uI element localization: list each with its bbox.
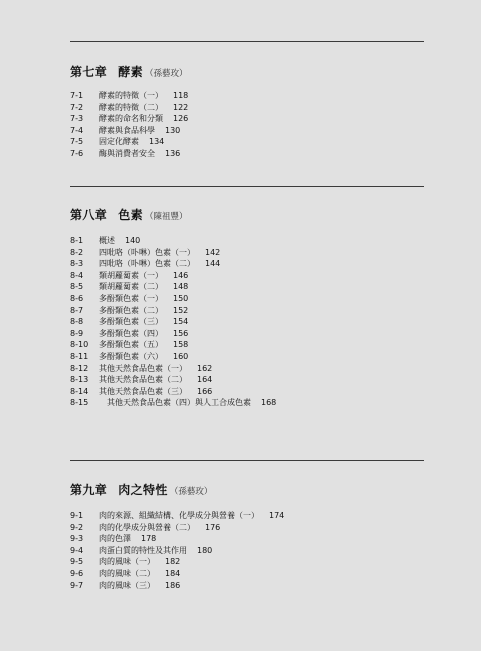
entry-number: 9-6 [70, 568, 84, 578]
entry-number: 7-4 [70, 125, 84, 135]
entry-title: 肉的化學成分與營養（二） [99, 522, 195, 532]
entry-page: 178 [141, 534, 157, 544]
entry-page: 158 [173, 340, 189, 350]
entry-title: 肉蛋白質的特性及其作用 [99, 545, 187, 555]
chapter-name: 酵素 [118, 65, 144, 79]
entry-number: 8-10 [70, 340, 89, 350]
entry-number: 7-3 [70, 114, 84, 124]
entry-number: 8-8 [70, 317, 84, 327]
entry-number: 7-2 [70, 102, 84, 112]
entry-title: 概述 [99, 236, 115, 245]
chapter-8 [70, 206, 424, 409]
toc-entry[interactable] [70, 235, 424, 247]
toc-entry[interactable] [70, 113, 424, 125]
entry-title: 其他天然食品色素（一） [99, 363, 187, 373]
chapter-name: 色素 [118, 208, 144, 222]
chapter-entries [70, 510, 424, 591]
toc-entry[interactable] [70, 339, 424, 351]
toc-entry[interactable] [70, 580, 424, 592]
entry-page: 148 [173, 282, 189, 292]
section-divider [70, 460, 424, 461]
entry-page: 144 [205, 259, 221, 269]
chapter-name: 肉之特性 [118, 483, 168, 497]
chapter-author: （陳祖豐） [145, 212, 188, 222]
toc-entry[interactable] [70, 258, 424, 270]
toc-entry[interactable] [70, 556, 424, 568]
entry-number: 9-7 [70, 580, 84, 590]
entry-number: 8-15 [70, 398, 89, 408]
toc-entry[interactable] [70, 316, 424, 328]
entry-page: 122 [173, 102, 189, 112]
entry-title: 多酚類色素（一） [99, 293, 163, 303]
entry-page: 126 [173, 114, 189, 124]
toc-entry[interactable] [70, 568, 424, 580]
toc-entry[interactable] [70, 102, 424, 114]
entry-number: 8-13 [70, 375, 89, 385]
entry-title: 其他天然食品色素（三） [99, 386, 187, 396]
entry-title: 類胡蘿蔔素（二） [99, 282, 163, 292]
entry-title: 肉的風味（三） [99, 580, 155, 590]
entry-title: 多酚類色素（二） [99, 305, 163, 315]
entry-number: 9-2 [70, 522, 84, 532]
chapter-number: 第七章 [70, 65, 108, 79]
entry-number: 9-1 [70, 511, 84, 520]
toc-entry[interactable] [70, 374, 424, 386]
chapter-entries [70, 90, 424, 160]
entry-title: 多酚類色素（五） [99, 340, 163, 350]
chapter-number: 第九章 [70, 483, 108, 497]
entry-title: 肉的來源、組織結構、化學成分與營養（一） [99, 511, 259, 520]
entry-title: 固定化酵素 [99, 137, 139, 147]
toc-entry[interactable] [70, 136, 424, 148]
toc-entry[interactable] [70, 125, 424, 137]
entry-title: 四吡咯（卟啉）色素（一） [99, 247, 195, 257]
entry-page: 168 [261, 398, 277, 408]
entry-title: 酵素的特徵（二） [99, 102, 163, 112]
toc-entry[interactable] [70, 305, 424, 317]
entry-title: 多酚類色素（三） [99, 317, 163, 327]
chapter-heading [70, 63, 424, 81]
entry-number: 7-5 [70, 137, 84, 147]
entry-page: 182 [165, 557, 181, 567]
entry-page: 166 [197, 386, 213, 396]
toc-entry[interactable] [70, 522, 424, 534]
entry-title: 肉的風味（一） [99, 557, 155, 567]
entry-page: 180 [197, 545, 213, 555]
entry-page: 164 [197, 375, 213, 385]
top-rule [70, 41, 424, 42]
entry-page: 140 [125, 236, 141, 245]
entry-page: 150 [173, 293, 189, 303]
chapter-entries [70, 235, 424, 409]
toc-entry[interactable] [70, 533, 424, 545]
toc-entry[interactable] [70, 328, 424, 340]
entry-page: 146 [173, 270, 189, 280]
entry-title: 類胡蘿蔔素（一） [99, 270, 163, 280]
entry-title: 酵素的特徵（一） [99, 91, 163, 100]
chapter-number: 第八章 [70, 208, 108, 222]
entry-title: 其他天然食品色素（二） [99, 375, 187, 385]
toc-entry[interactable] [70, 148, 424, 160]
entry-number: 9-5 [70, 557, 84, 567]
entry-page: 152 [173, 305, 189, 315]
entry-page: 136 [165, 148, 181, 158]
entry-number: 8-3 [70, 259, 84, 269]
entry-page: 156 [173, 328, 189, 338]
entry-number: 8-9 [70, 328, 84, 338]
entry-page: 160 [173, 351, 189, 361]
toc-entry[interactable] [70, 363, 424, 375]
entry-page: 162 [197, 363, 213, 373]
chapter-heading [70, 206, 424, 224]
entry-number: 7-1 [70, 91, 84, 100]
entry-number: 7-6 [70, 148, 84, 158]
entry-title: 肉的風味（二） [99, 568, 155, 578]
chapter-9 [70, 481, 424, 591]
entry-page: 184 [165, 568, 181, 578]
toc-entry[interactable] [70, 351, 424, 363]
entry-number: 9-4 [70, 545, 84, 555]
toc-entry[interactable] [70, 293, 424, 305]
entry-number: 8-1 [70, 236, 84, 245]
entry-number: 8-14 [70, 386, 89, 396]
entry-page: 186 [165, 580, 181, 590]
entry-page: 134 [149, 137, 165, 147]
entry-number: 8-12 [70, 363, 89, 373]
toc-entry[interactable] [70, 281, 424, 293]
toc-entry[interactable] [70, 90, 424, 102]
chapter-heading [70, 481, 424, 499]
entry-number: 8-7 [70, 305, 84, 315]
entry-page: 130 [165, 125, 181, 135]
entry-number: 8-2 [70, 247, 84, 257]
chapter-author: （孫藝玫） [145, 69, 188, 79]
toc-entry[interactable] [70, 397, 424, 409]
entry-page: 118 [173, 91, 189, 100]
entry-title: 酶與消費者安全 [99, 148, 155, 158]
chapter-author: （孫藝玫） [169, 487, 213, 497]
entry-page: 142 [205, 247, 221, 257]
entry-title: 多酚類色素（六） [99, 351, 163, 361]
entry-title: 四吡咯（卟啉）色素（二） [99, 259, 195, 269]
entry-title: 肉的色澤 [99, 534, 131, 544]
entry-number: 8-4 [70, 270, 84, 280]
entry-title: 酵素與食品科學 [99, 125, 155, 135]
entry-number: 8-5 [70, 282, 84, 292]
section-divider [70, 186, 424, 187]
entry-page: 154 [173, 317, 189, 327]
toc-entry[interactable] [70, 510, 424, 522]
entry-title: 多酚類色素（四） [99, 328, 163, 338]
toc-entry[interactable] [70, 270, 424, 282]
toc-entry[interactable] [70, 386, 424, 398]
entry-page: 174 [269, 511, 285, 520]
entry-title: 其他天然食品色素（四）與人工合成色素 [107, 398, 251, 408]
entry-number: 8-6 [70, 293, 84, 303]
toc-entry[interactable] [70, 247, 424, 259]
entry-number: 9-3 [70, 534, 84, 544]
toc-entry[interactable] [70, 545, 424, 557]
entry-number: 8-11 [70, 351, 89, 361]
chapter-7 [70, 63, 424, 160]
entry-page: 176 [205, 522, 221, 532]
entry-title: 酵素的命名和分類 [99, 114, 163, 124]
